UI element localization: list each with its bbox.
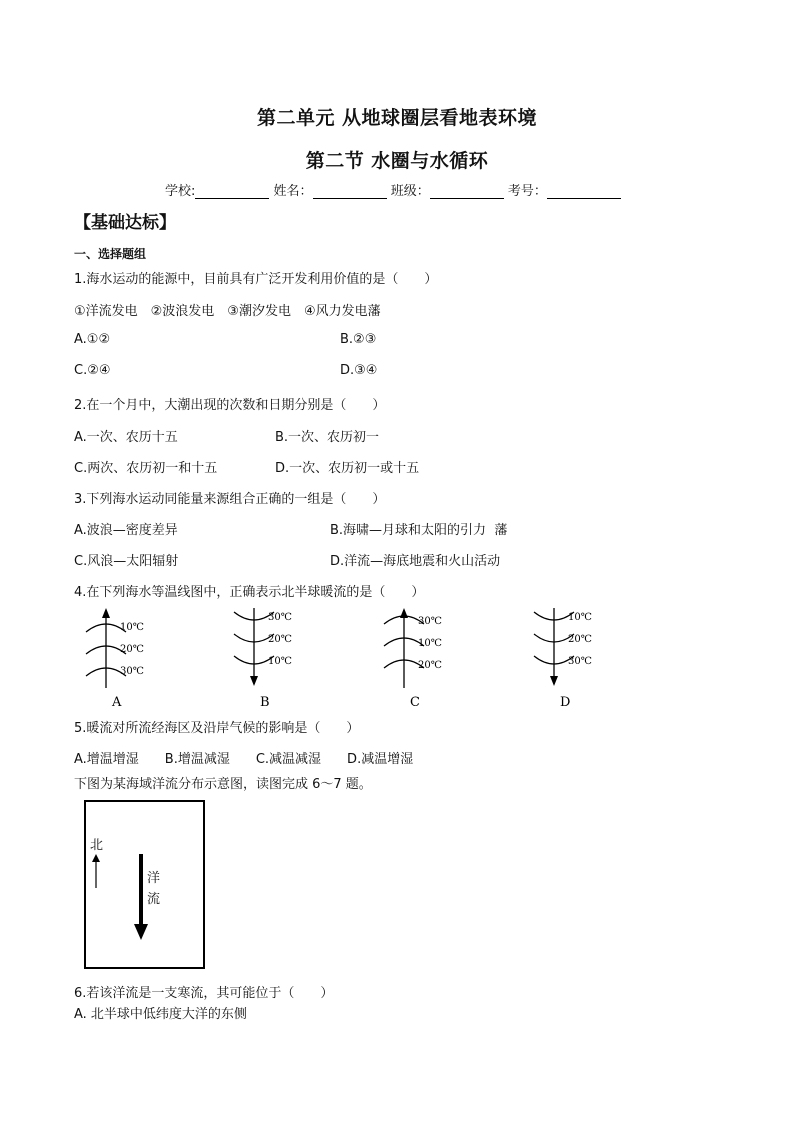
q3-option-b-tail: 藩 — [494, 523, 508, 538]
class-label: 班级： — [390, 184, 430, 199]
q3-option-b-text: B.海啸—月球和太阳的引力 — [330, 523, 487, 538]
q1-stem: 1.海水运动的能源中，目前具有广泛开发利用价值的是（ ） — [74, 272, 438, 287]
q1-option-d[interactable]: D.③④ — [340, 363, 378, 378]
q3-option-b[interactable] — [330, 519, 507, 538]
panel-b — [234, 608, 292, 710]
class-blank[interactable] — [430, 184, 504, 199]
section-title: 第二节 水圈与水循环 — [305, 150, 489, 172]
isotherm-figure — [70, 602, 630, 712]
part-heading: 一、选择题组 — [74, 247, 147, 261]
panel-d — [534, 608, 592, 710]
q6-stem: 6.若该洋流是一支寒流，其可能位于（ ） — [74, 986, 334, 1001]
q2-option-c[interactable]: C.两次、农历初一和十五 — [74, 461, 218, 476]
q2-option-d[interactable]: D.一次、农历初一或十五 — [275, 461, 420, 476]
q1-option-a[interactable]: A.①② — [74, 332, 111, 347]
current-label-char-2: 流 — [147, 892, 161, 907]
panel-a-temp-3: 30℃ — [120, 666, 144, 677]
panel-d-label: D — [560, 695, 571, 710]
q2-stem: 2.在一个月中，大潮出现的次数和日期分别是（ ） — [74, 398, 386, 413]
panel-b-label: B — [260, 695, 270, 710]
name-label: 姓名： — [273, 184, 313, 199]
panel-c-temp-2: 10℃ — [418, 638, 442, 649]
q5-options[interactable]: A.增温增湿 B.增温减湿 C.减温减湿 D.减温增湿 — [74, 752, 414, 767]
panel-c-label: C — [410, 695, 420, 710]
q4-stem: 4.在下列海水等温线图中，正确表示北半球暖流的是（ ） — [74, 585, 425, 600]
q1-items-text: ①洋流发电 ②波浪发电 ③潮汐发电 ④风力发电 — [74, 304, 368, 319]
current-label-char-1: 洋 — [147, 871, 161, 886]
exam-no-label: 考号： — [507, 184, 547, 199]
panel-b-temp-2: 20℃ — [268, 634, 292, 645]
student-info-line — [165, 180, 621, 199]
panel-a-label: A — [112, 695, 122, 710]
panel-c — [384, 608, 442, 710]
panel-c-temp-1: 30℃ — [418, 616, 442, 627]
panel-d-temp-2: 20℃ — [568, 634, 592, 645]
q3-option-c[interactable]: C.风浪—太阳辐射 — [74, 554, 179, 569]
name-blank[interactable] — [313, 184, 387, 199]
q5-stem: 5.暖流对所流经海区及沿岸气候的影响是（ ） — [74, 721, 360, 736]
exam-no-blank[interactable] — [547, 184, 621, 199]
intro-q6-7: 下图为某海域洋流分布示意图，读图完成 6～7 题。 — [74, 777, 372, 792]
q1-option-c[interactable]: C.②④ — [74, 363, 111, 378]
section-heading: 【基础达标】 — [74, 213, 176, 233]
panel-d-temp-1: 10℃ — [568, 612, 592, 623]
q1-items-tail: 藩 — [367, 304, 381, 319]
north-label: 北 — [90, 838, 104, 853]
q2-option-b[interactable]: B.一次、农历初一 — [275, 430, 380, 445]
q3-option-d[interactable]: D.洋流—海底地震和火山活动 — [330, 554, 501, 569]
current-figure-box — [84, 800, 205, 969]
panel-a-temp-1: 10℃ — [120, 622, 144, 633]
north-arrow-icon — [90, 854, 102, 890]
panel-c-temp-3: 20℃ — [418, 660, 442, 671]
panel-b-temp-3: 10℃ — [268, 656, 292, 667]
panel-a-temp-2: 20℃ — [120, 644, 144, 655]
q1-items — [74, 300, 381, 319]
unit-title: 第二单元 从地球圈层看地表环境 — [256, 107, 538, 129]
panel-b-temp-1: 30℃ — [268, 612, 292, 623]
school-blank[interactable] — [195, 184, 269, 199]
school-label: 学校: — [165, 184, 196, 199]
panel-d-temp-3: 30℃ — [568, 656, 592, 667]
q1-option-b[interactable]: B.②③ — [340, 332, 377, 347]
q2-option-a[interactable]: A.一次、农历十五 — [74, 430, 178, 445]
q3-stem: 3.下列海水运动同能量来源组合正确的一组是（ ） — [74, 492, 386, 507]
panel-a — [86, 608, 144, 710]
q6-option-a[interactable]: A. 北半球中低纬度大洋的东侧 — [74, 1007, 247, 1022]
q3-option-a[interactable]: A.波浪—密度差异 — [74, 523, 178, 538]
